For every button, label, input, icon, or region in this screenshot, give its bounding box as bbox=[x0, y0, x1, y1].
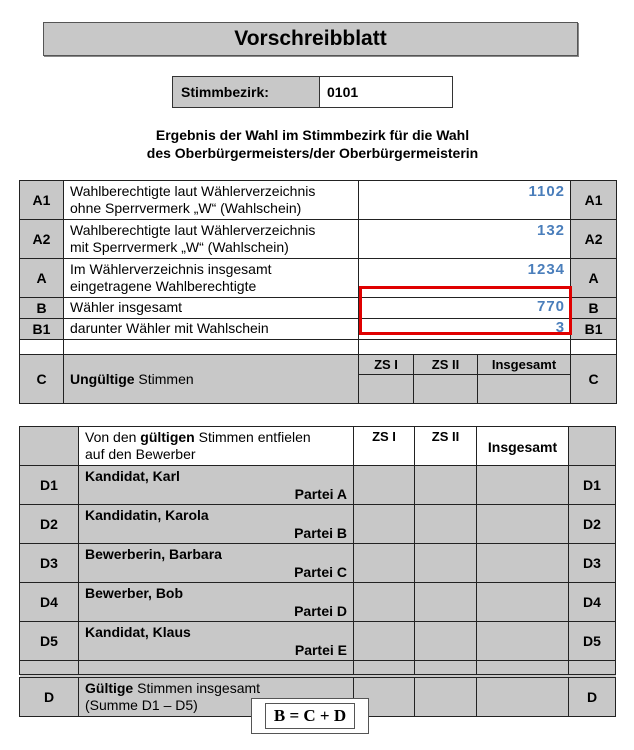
row-code-right: D4 bbox=[569, 583, 616, 622]
candidate-cell bbox=[79, 505, 354, 544]
table-row bbox=[20, 505, 616, 544]
row-code-right: D3 bbox=[569, 544, 616, 583]
row-code-right: D5 bbox=[569, 622, 616, 661]
row-code: D3 bbox=[20, 544, 79, 583]
row-value[interactable]: 3 bbox=[359, 319, 571, 340]
candidate-name: Kandidat, Karl bbox=[85, 468, 180, 484]
row-description: Wähler insgesamt bbox=[64, 298, 359, 319]
highlight-box bbox=[359, 286, 572, 335]
stimmbezirk-value[interactable]: 0101 bbox=[320, 76, 453, 108]
row-description: Im Wählerverzeichnis insgesamt eingetragene Wahlberechtigte bbox=[64, 259, 359, 298]
row-code: B bbox=[20, 298, 64, 319]
total-cell[interactable] bbox=[477, 544, 569, 583]
candidate-party: Partei C bbox=[294, 564, 347, 580]
total-cell[interactable] bbox=[477, 583, 569, 622]
column-zs2: ZS II bbox=[414, 355, 478, 375]
row-code-right: B bbox=[571, 298, 617, 319]
row-code: B1 bbox=[20, 319, 64, 340]
row-code-right: D2 bbox=[569, 505, 616, 544]
table-row bbox=[20, 544, 616, 583]
zs1-cell[interactable] bbox=[354, 583, 415, 622]
zs1-cell[interactable] bbox=[354, 544, 415, 583]
invalid-zs1-cell[interactable] bbox=[359, 375, 414, 404]
row-code: D5 bbox=[20, 622, 79, 661]
candidate-name: Bewerberin, Barbara bbox=[85, 546, 222, 562]
valid-votes-header: Von den gültigen Stimmen entfielen auf den Bewerber bbox=[79, 427, 354, 466]
candidate-cell bbox=[79, 466, 354, 505]
table-row bbox=[20, 355, 617, 375]
table-row bbox=[20, 466, 616, 505]
candidate-cell bbox=[79, 583, 354, 622]
row-description: Wahlberechtigte laut Wählerverzeichnis ohne Sperrvermerk „W“ (Wahlschein) bbox=[64, 181, 359, 220]
row-code-right: B1 bbox=[571, 319, 617, 340]
spacer-row bbox=[20, 340, 617, 355]
row-code: D4 bbox=[20, 583, 79, 622]
column-zs1: ZS I bbox=[354, 427, 415, 466]
column-total: Insgesamt bbox=[478, 355, 571, 375]
column-zs1: ZS I bbox=[359, 355, 414, 375]
zs2-cell[interactable] bbox=[415, 544, 477, 583]
candidates-table bbox=[19, 426, 616, 717]
invalid-total-cell[interactable] bbox=[478, 375, 571, 404]
zs2-cell[interactable] bbox=[415, 622, 477, 661]
column-zs2: ZS II bbox=[415, 427, 477, 466]
table-header-row bbox=[20, 427, 616, 466]
page-title: Vorschreibblatt bbox=[43, 22, 578, 56]
row-code: A2 bbox=[20, 220, 64, 259]
stimmbezirk-label: Stimmbezirk: bbox=[172, 76, 320, 108]
row-code-right: C bbox=[571, 355, 617, 404]
zs2-cell[interactable] bbox=[415, 466, 477, 505]
zs2-cell[interactable] bbox=[415, 676, 477, 717]
row-value[interactable]: 770 bbox=[359, 298, 571, 319]
candidate-cell bbox=[79, 622, 354, 661]
row-value[interactable]: 132 bbox=[359, 220, 571, 259]
candidate-name: Kandidatin, Karola bbox=[85, 507, 209, 523]
row-description: Wahlberechtigte laut Wählerverzeichnis mit Sperrvermerk „W“ (Wahlschein) bbox=[64, 220, 359, 259]
table-row bbox=[20, 181, 617, 220]
invalid-zs2-cell[interactable] bbox=[414, 375, 478, 404]
row-code: D1 bbox=[20, 466, 79, 505]
zs1-cell[interactable] bbox=[354, 466, 415, 505]
formula-text: B = C + D bbox=[265, 703, 355, 729]
candidate-party: Partei B bbox=[294, 525, 347, 541]
total-cell[interactable] bbox=[477, 466, 569, 505]
candidate-party: Partei A bbox=[294, 486, 347, 502]
zs1-cell[interactable] bbox=[354, 505, 415, 544]
total-cell[interactable] bbox=[477, 676, 569, 717]
candidate-name: Kandidat, Klaus bbox=[85, 624, 191, 640]
table-row bbox=[20, 583, 616, 622]
row-code: C bbox=[20, 355, 64, 404]
row-description: darunter Wähler mit Wahlschein bbox=[64, 319, 359, 340]
column-total: Insgesamt bbox=[477, 427, 569, 466]
zs1-cell[interactable] bbox=[354, 622, 415, 661]
row-code: A bbox=[20, 259, 64, 298]
total-cell[interactable] bbox=[477, 622, 569, 661]
table-row bbox=[20, 622, 616, 661]
invalid-votes-label: Ungültige Stimmen bbox=[64, 355, 359, 404]
row-value[interactable]: 1234 bbox=[359, 259, 571, 298]
candidate-party: Partei D bbox=[294, 603, 347, 619]
row-code-right: A2 bbox=[571, 220, 617, 259]
valid-votes-total-label: Gültige Stimmen insgesamt (Summe D1 – D5) bbox=[79, 676, 354, 717]
table-row bbox=[20, 220, 617, 259]
row-code-right: D bbox=[569, 676, 616, 717]
candidate-cell bbox=[79, 544, 354, 583]
spacer-row bbox=[20, 661, 616, 676]
heading-line-1: Ergebnis der Wahl im Stimmbezirk für die Wahl bbox=[155, 127, 470, 143]
row-code-right: D1 bbox=[569, 466, 616, 505]
row-code-right: A1 bbox=[571, 181, 617, 220]
row-code: D2 bbox=[20, 505, 79, 544]
row-code-right: A bbox=[571, 259, 617, 298]
total-cell[interactable] bbox=[477, 505, 569, 544]
row-code: A1 bbox=[20, 181, 64, 220]
formula-box bbox=[251, 698, 369, 734]
row-code: D bbox=[20, 676, 79, 717]
row-value[interactable]: 1102 bbox=[359, 181, 571, 220]
section-heading bbox=[60, 126, 565, 162]
candidate-name: Bewerber, Bob bbox=[85, 585, 184, 601]
zs2-cell[interactable] bbox=[415, 583, 477, 622]
zs2-cell[interactable] bbox=[415, 505, 477, 544]
heading-line-2: des Oberbürgermeisters/der Oberbürgermeisterin bbox=[146, 145, 479, 161]
candidate-party: Partei E bbox=[294, 642, 347, 658]
